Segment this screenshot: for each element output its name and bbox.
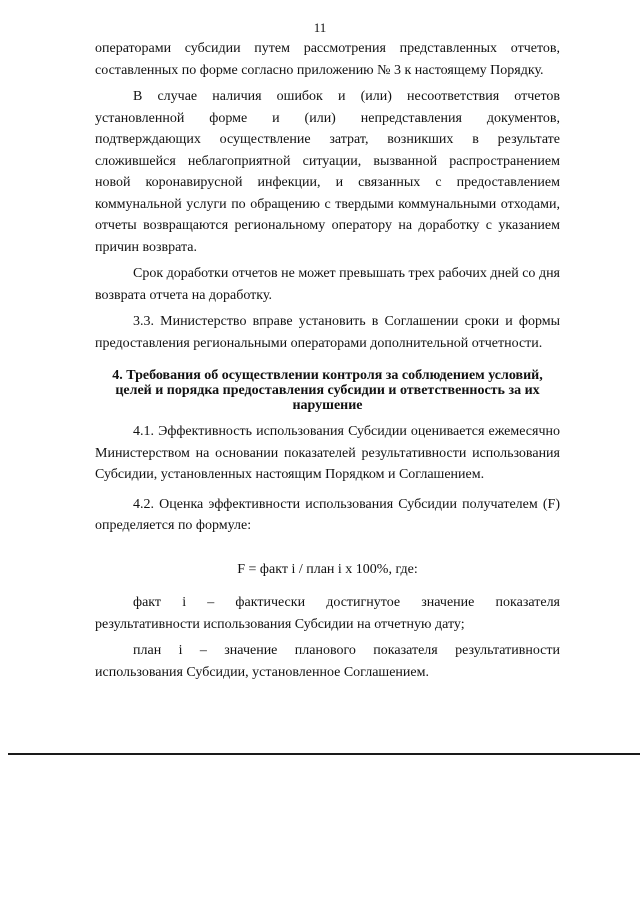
definition-fact-i: факт i – фактически достигнутое значение показателя результативности использования Субсидии на отчетную дату; (95, 595, 560, 632)
page-number: 11 (313, 20, 327, 35)
paragraph-4-2: 4.2. Оценка эффективности использования Субсидии получателем (F) определяется по формуле: (95, 496, 560, 533)
page-divider-line (8, 753, 640, 755)
definition-plan-i: план i – значение планового показателя результативности использования Субсидии, установленное Соглашением. (95, 643, 560, 680)
paragraph-3-3: 3.3. Министерство вправе установить в Соглашении сроки и формы предоставления региональными операторами дополнительной отчетности. (95, 314, 560, 351)
section-4-heading: 4. Требования об осуществлении контроля за соблюдением условий, целей и порядка предоставления субсидии и ответственность за их нарушение (112, 368, 543, 413)
paragraph-reports-return: В случае наличия ошибок и (или) несоответствия отчетов установленной форме и (или) непредставления документов, подтверждающих осуществление затрат, возникших в результате сложившейся неблагоприятной ситуации, вызванной распространением новой коронавирусной инфекции, и связанных с предоставлением коммунальной услуги по обращению с твердыми коммунальными отходами, отчеты возвращаются региональному оператору на доработку с указанием причин возврата. (95, 89, 560, 255)
paragraph-4-1: 4.1. Эффективность использования Субсидии оценивается ежемесячно Министерством на основании показателей результативности использования Субсидии, установленных настоящим Порядком и Соглашением. (95, 424, 560, 482)
efficiency-formula: F = факт i / план i x 100%, где: (237, 561, 418, 577)
paragraph-reports-review: операторами субсидии путем рассмотрения представленных отчетов, составленных по форме согласно приложению № 3 к настоящему Порядку. (95, 41, 560, 78)
document-body (95, 38, 560, 683)
paragraph-rework-term: Срок доработки отчетов не может превышать трех рабочих дней со дня возврата отчета на доработку. (95, 266, 560, 303)
